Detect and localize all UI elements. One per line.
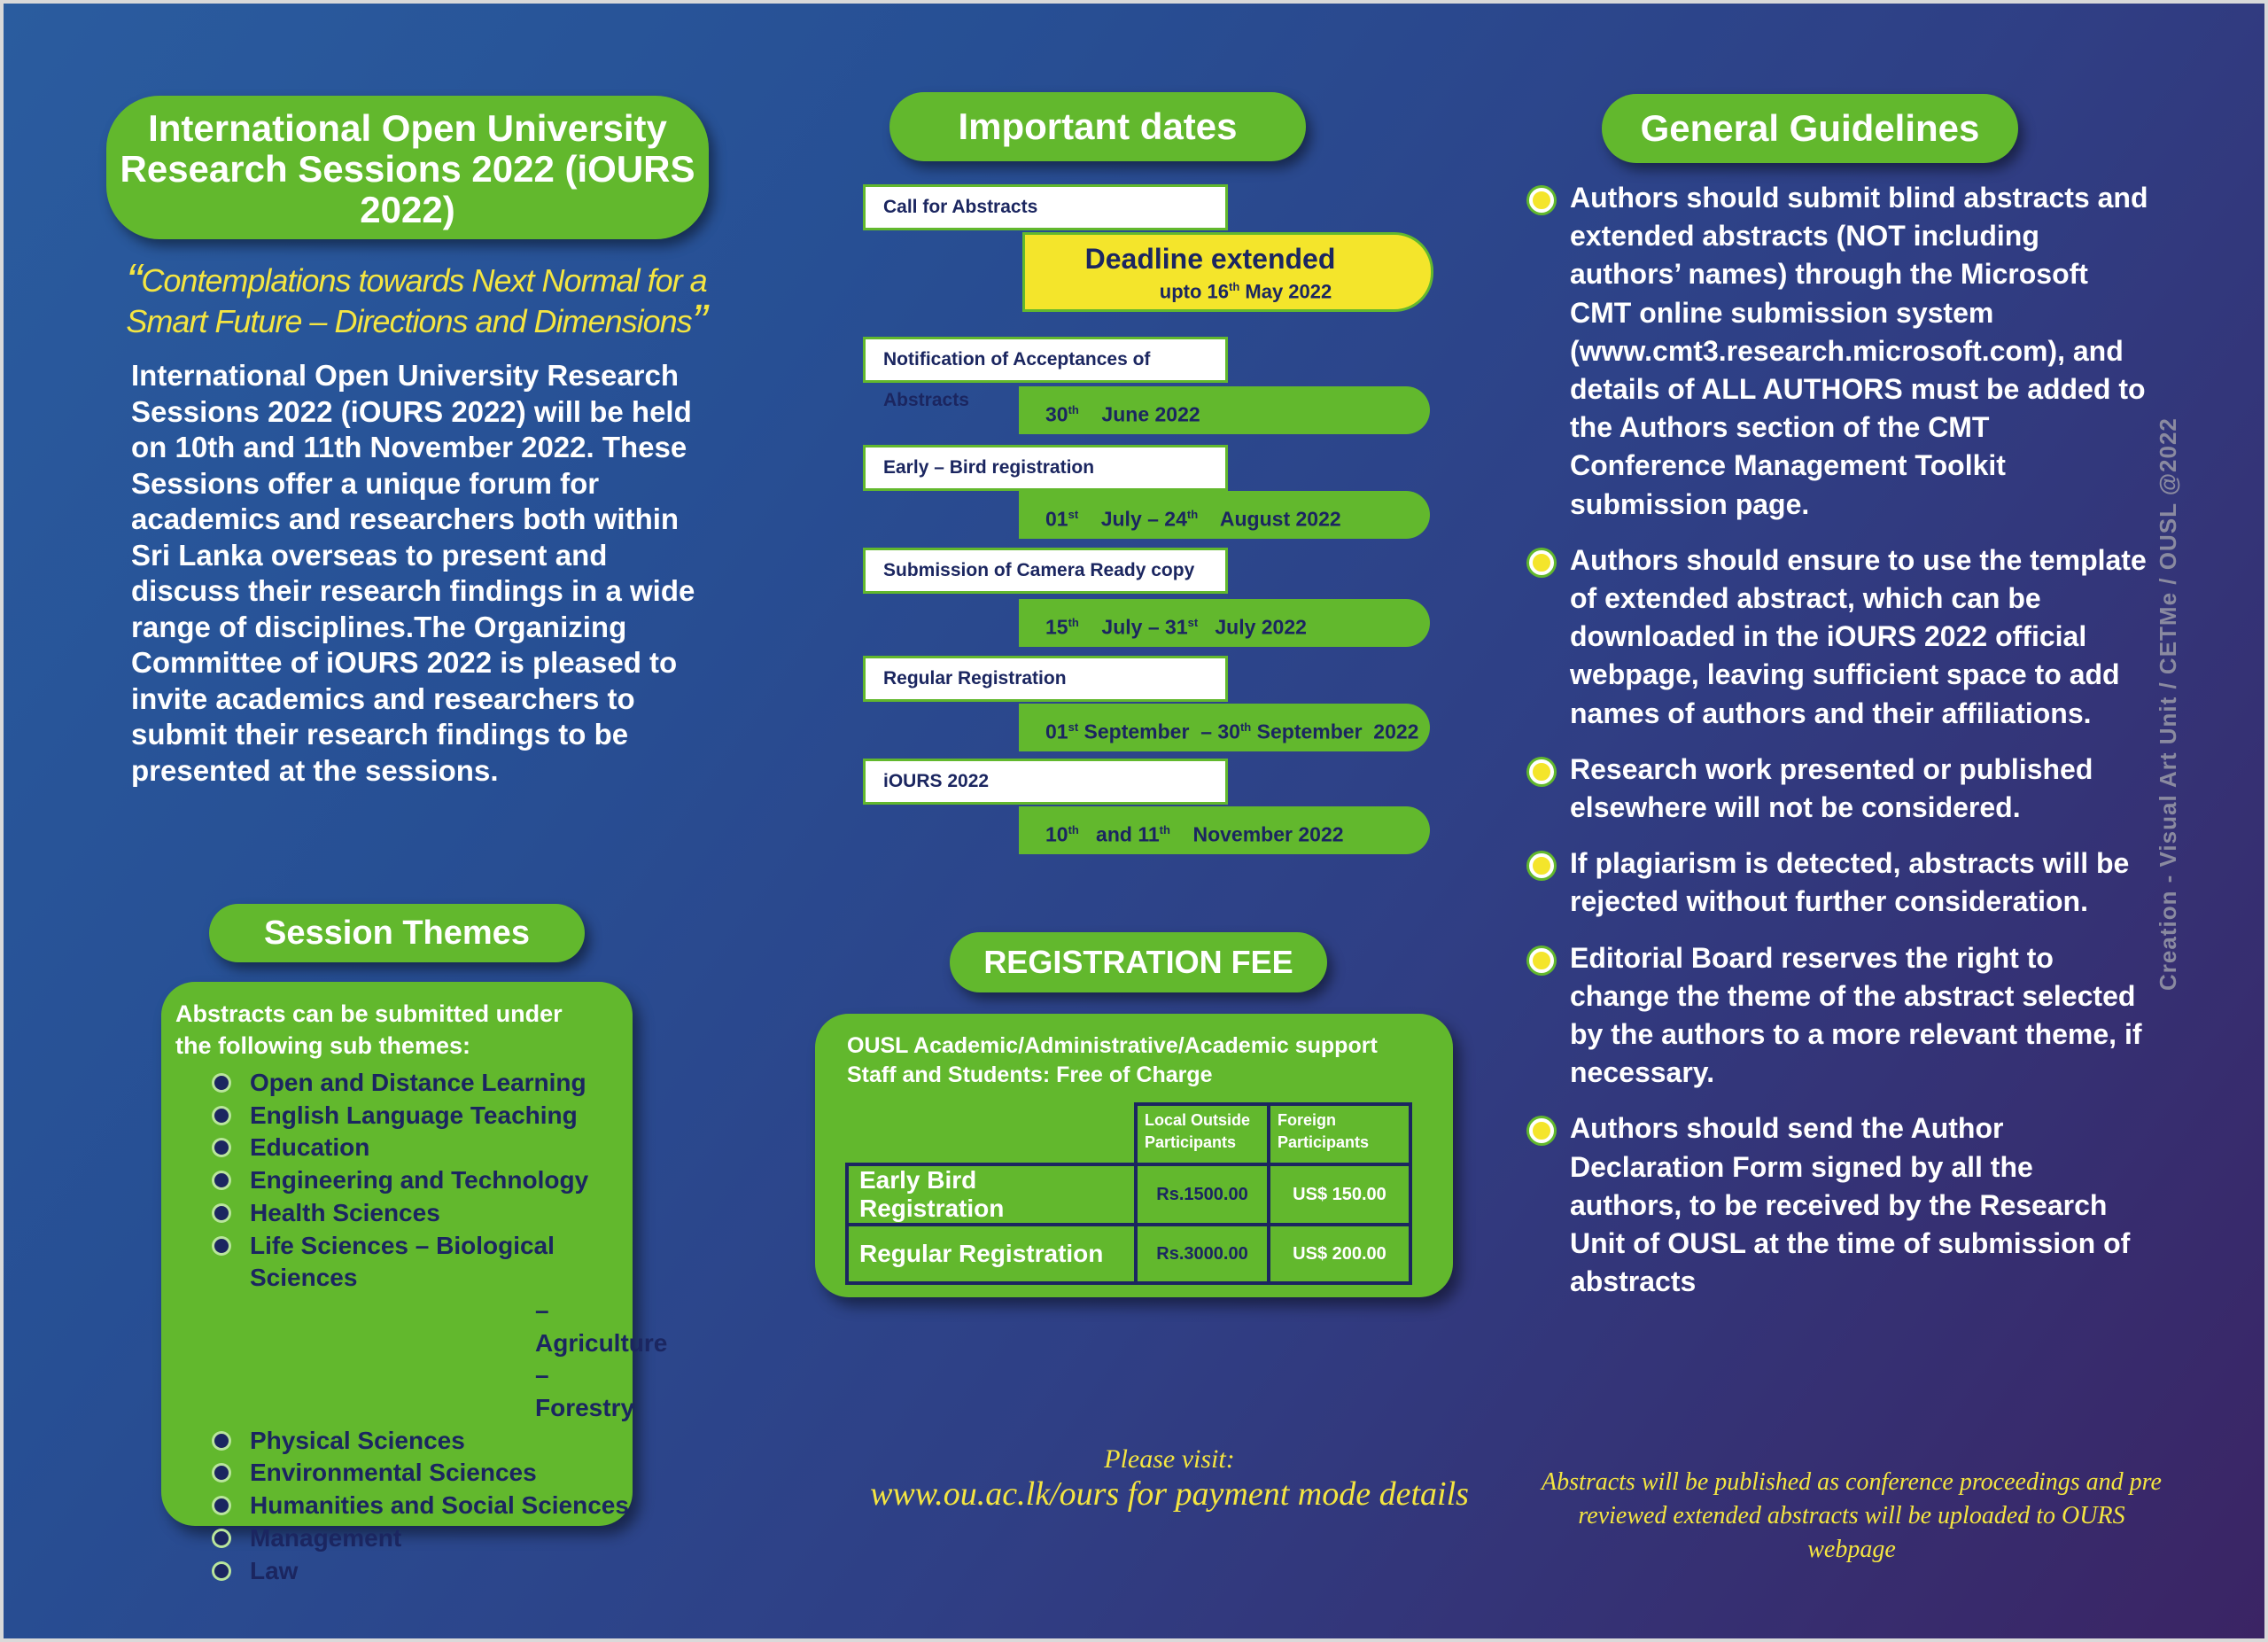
deadline-extended-banner (1022, 232, 1433, 312)
guidelines-list (1529, 179, 2149, 1319)
row-label: Regular Registration (847, 1225, 1136, 1283)
theme-item: Open and Distance Learning (175, 1067, 633, 1100)
bullet-icon (214, 1173, 229, 1187)
date-label: Notification of Acceptances of Abstracts (863, 337, 1228, 383)
bullet-icon (214, 1498, 229, 1513)
bullet-icon (1529, 759, 1554, 784)
bullet-icon (1529, 188, 1554, 213)
guideline-item: Editorial Board reserves the right to change the theme of the abstract selected by the authors to a more relevant theme, if necessary. (1529, 939, 2149, 1093)
fee-local: Rs.3000.00 (1136, 1225, 1269, 1283)
date-label: iOURS 2022 (863, 759, 1228, 805)
fee-foreign: US$ 150.00 (1269, 1164, 1410, 1225)
bullet-icon (214, 1076, 229, 1090)
bullet-icon (214, 1109, 229, 1123)
registration-fee-box (815, 1014, 1453, 1297)
payment-details-link[interactable]: www.ou.ac.lk/ours for payment mode details (870, 1475, 1469, 1513)
bullet-icon (1529, 1118, 1554, 1143)
column-header-foreign: Foreign Participants (1269, 1104, 1410, 1164)
close-quote-mark: ” (691, 295, 707, 348)
fee-free-note: OUSL Academic/Administrative/Academic support Staff and Students: Free of Charge (847, 1033, 1378, 1087)
fee-local: Rs.1500.00 (1136, 1164, 1269, 1225)
theme-item: Engineering and Technology (175, 1164, 633, 1197)
bullet-icon (214, 1466, 229, 1480)
bullet-icon (214, 1239, 229, 1253)
bullet-icon (1529, 853, 1554, 878)
theme-item: Humanities and Social Sciences (175, 1490, 633, 1522)
deadline-title: Deadline extended (1084, 243, 1336, 275)
date-value: 01st July – 24th August 2022 (1019, 491, 1430, 539)
bullet-icon (214, 1564, 229, 1578)
theme-item: Environmental Sciences (175, 1457, 633, 1490)
deadline-date: upto 16th May 2022 (1159, 280, 1332, 303)
bullet-icon (214, 1140, 229, 1155)
general-guidelines-title: General Guidelines (1602, 94, 2018, 163)
call-for-abstracts-label: Call for Abstracts (863, 184, 1228, 230)
row-label: Early Bird Registration (847, 1164, 1136, 1225)
theme-subitem: – Agriculture (535, 1296, 668, 1357)
column-header-local: Local Outside Participants (1136, 1104, 1269, 1164)
event-title: International Open University Research Sessions 2022 (iOURS 2022) (106, 96, 709, 239)
theme-item: Physical Sciences (175, 1425, 633, 1458)
guideline-item: Authors should submit blind abstracts and extended abstracts (NOT including authors’ names) through the Microsoft CMT online submission system (www.cmt3.research.microsoft.com), and details of ALL AUTHORS must be added to the Authors section of the CMT Conference Management Toolkit submission page. (1529, 179, 2149, 524)
guideline-item: Authors should ensure to use the template of extended abstract, which can be downloaded in the iOURS 2022 official webpage, leaving sufficient space to add names of authors and their affiliations. (1529, 541, 2149, 733)
guideline-item: Research work presented or published elsewhere will not be considered. (1529, 751, 2149, 827)
date-label: Early – Bird registration (863, 445, 1228, 491)
tagline-text: Contemplations towards Next Normal for a Smart Future – Directions and Dimensions (126, 262, 707, 339)
fee-foreign: US$ 200.00 (1269, 1225, 1410, 1283)
theme-item: Life Sciences – Biological Sciences (175, 1230, 633, 1295)
bullet-icon (214, 1206, 229, 1220)
theme-item: Health Sciences (175, 1197, 633, 1230)
event-tagline (115, 254, 718, 348)
session-themes-box (161, 982, 668, 1584)
bullet-icon (1529, 550, 1554, 575)
theme-item: Management (175, 1522, 633, 1555)
date-value: 30th June 2022 (1019, 386, 1430, 434)
guideline-item: If plagiarism is detected, abstracts will be rejected without further consideration. (1529, 844, 2149, 921)
table-header-row (847, 1104, 1410, 1164)
guideline-item: Authors should send the Author Declaration Form signed by all the authors, to be received by the Research Unit of OUSL at the time of submission of abstracts (1529, 1109, 2149, 1301)
theme-subitem: – Forestry (535, 1361, 635, 1422)
intro-paragraph: International Open University Research Sessions 2022 (iOURS 2022) will be held on 10th and 11th November 2022. These Sessions offer a unique forum for academics and researchers both within Sri Lanka overseas to present and discuss their research findings in a wide range of disciplines.The Organizing Committee of iOURS 2022 is pleased to invite academics and researchers to submit their research findings to be presented at the sessions. (131, 359, 695, 787)
bullet-icon (214, 1531, 229, 1545)
fee-table (845, 1102, 1412, 1285)
bullet-icon (214, 1434, 229, 1448)
table-row (847, 1164, 1410, 1225)
session-themes-title: Session Themes (209, 904, 585, 962)
theme-item: English Language Teaching (175, 1100, 633, 1132)
date-value: 15th July – 31st July 2022 (1019, 599, 1430, 647)
theme-item: Law (175, 1555, 633, 1588)
date-label: Submission of Camera Ready copy (863, 548, 1228, 594)
visit-label: Please visit: (1104, 1444, 1235, 1474)
open-quote-mark: “ (126, 254, 142, 307)
theme-item: Education (175, 1132, 633, 1164)
credit-text: Creation - Visual Art Unit / CETMe / OUSL @2022 (2155, 417, 2181, 991)
registration-fee-title: REGISTRATION FEE (950, 932, 1327, 992)
date-label: Regular Registration (863, 656, 1228, 702)
table-row (847, 1225, 1410, 1283)
proceedings-footnote: Abstracts will be published as conference proceedings and pre reviewed extended abstracts will be uploaded to OURS webpage (1542, 1468, 2162, 1563)
important-dates-title: Important dates (889, 92, 1306, 161)
bullet-icon (1529, 948, 1554, 973)
date-value: 01st September – 30th September 2022 (1019, 704, 1430, 751)
themes-intro: Abstracts can be submitted under the following sub themes: (175, 1000, 563, 1059)
date-value: 10th and 11th November 2022 (1019, 806, 1430, 854)
